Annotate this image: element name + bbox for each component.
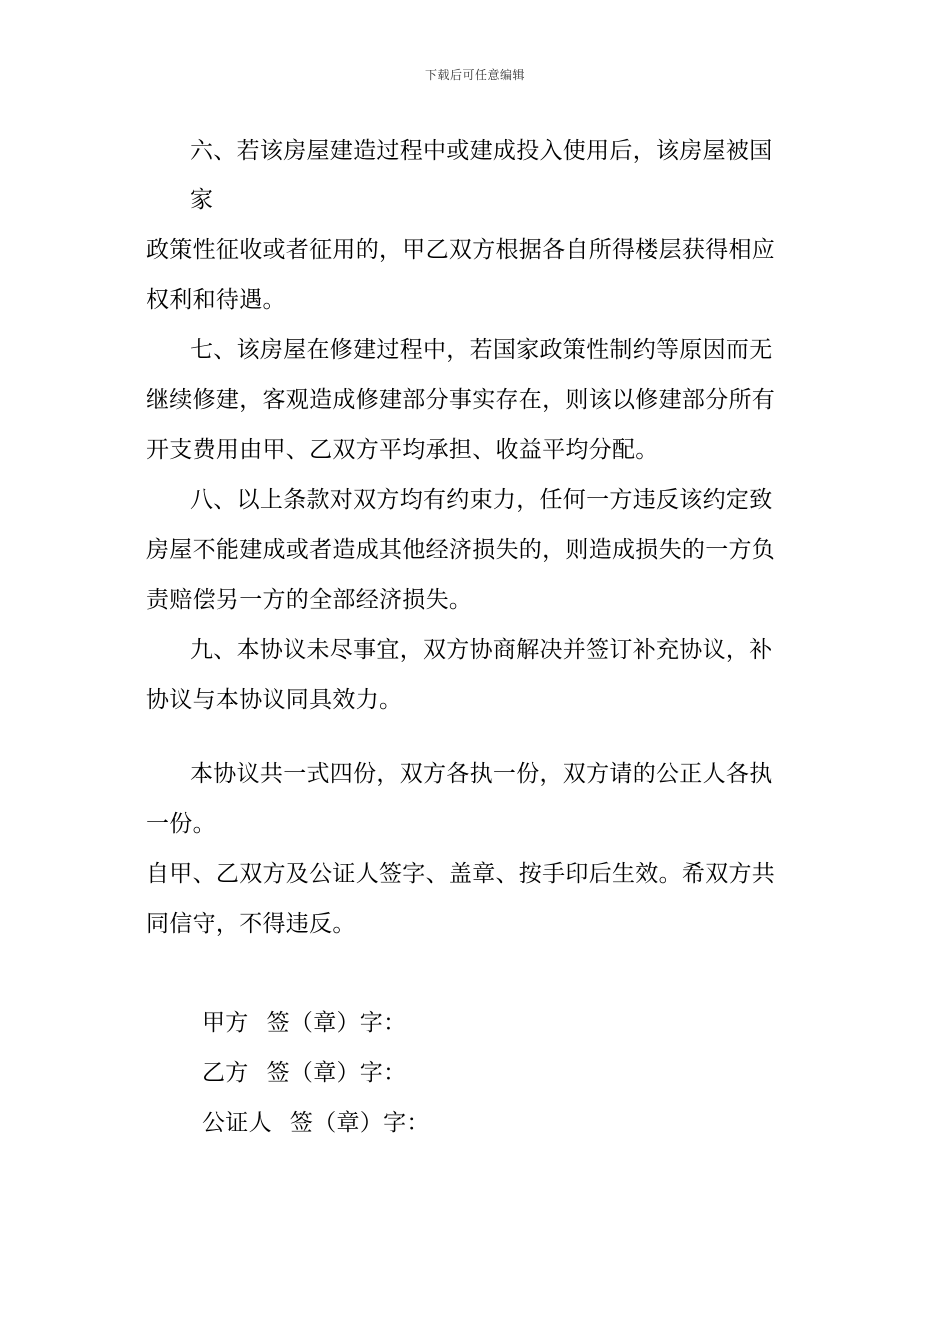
- clause-six-line-1: 六、若该房屋建造过程中或建成投入使用后，该房屋被国: [190, 138, 773, 164]
- clause-seven-line-3: 开支费用由甲、乙双方平均承担、收益平均分配。: [146, 437, 659, 463]
- clause-nine-line-1: 九、本协议未尽事宜，双方协商解决并签订补充协议，补: [190, 637, 773, 663]
- signature-notary-name: 公证人: [202, 1110, 272, 1136]
- clause-seven-line-2: 继续修建，客观造成修建部分事实存在，则该以修建部分所有: [146, 387, 776, 413]
- clause-nine-line-2: 协议与本协议同具效力。: [146, 687, 403, 713]
- header-note: 下载后可任意编辑: [424, 68, 525, 82]
- signature-notary-label: 签（章）字：: [289, 1110, 430, 1136]
- signature-party-a-name: 甲方: [202, 1010, 249, 1036]
- signature-party-b-label: 签（章）字：: [266, 1060, 407, 1086]
- clause-eight-line-2: 房屋不能建成或者造成其他经济损失的，则造成损失的一方负: [146, 537, 776, 563]
- closing-line-4: 同信守，不得违反。: [146, 911, 356, 937]
- clause-eight-line-3: 责赔偿另一方的全部经济损失。: [146, 587, 473, 613]
- signature-party-a: [202, 1008, 406, 1038]
- signature-notary: [202, 1108, 430, 1138]
- signature-party-b: [202, 1058, 406, 1088]
- clause-six-line-4: 权利和待遇。: [146, 287, 286, 313]
- closing-line-2: 一份。: [146, 811, 216, 837]
- signature-party-a-label: 签（章）字：: [266, 1010, 407, 1036]
- closing-line-1: 本协议共一式四份，双方各执一份，双方请的公正人各执: [190, 761, 773, 787]
- signature-party-b-name: 乙方: [202, 1060, 249, 1086]
- clause-six-line-3: 政策性征收或者征用的，甲乙双方根据各自所得楼层获得相应: [146, 237, 776, 263]
- clause-seven-line-1: 七、该房屋在修建过程中，若国家政策性制约等原因而无: [190, 337, 773, 363]
- clause-six-line-2: 家: [190, 187, 214, 213]
- closing-line-3: 自甲、乙双方及公证人签字、盖章、按手印后生效。希双方共: [146, 861, 776, 887]
- clause-eight-line-1: 八、以上条款对双方均有约束力，任何一方违反该约定致: [190, 487, 773, 513]
